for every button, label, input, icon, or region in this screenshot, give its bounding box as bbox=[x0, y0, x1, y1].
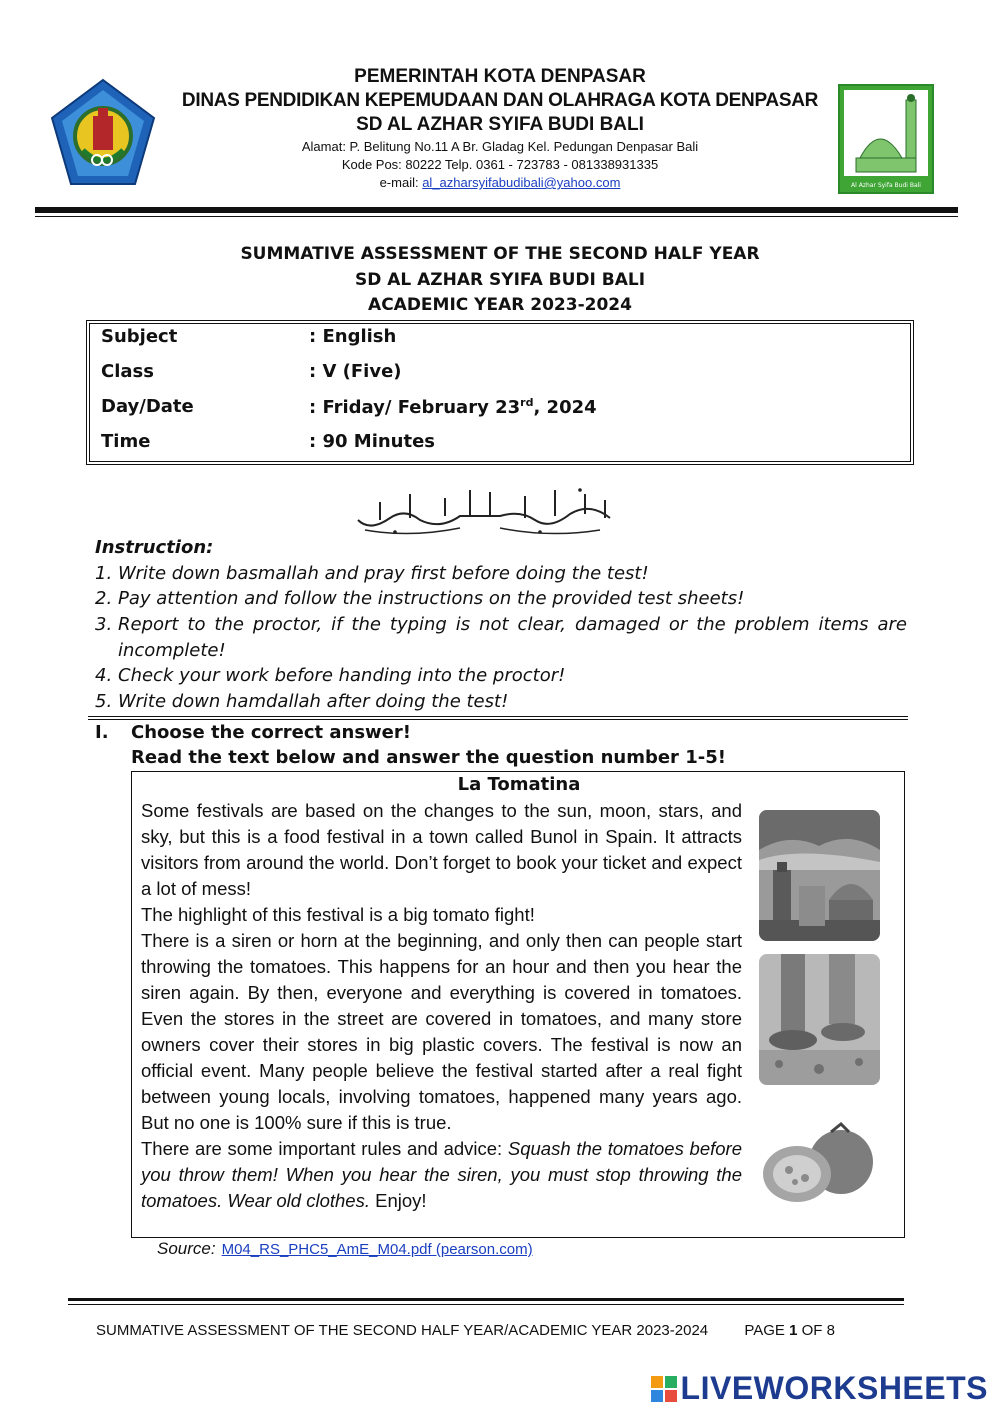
instruction-text: Write down basmallah and pray first before doing the test! bbox=[118, 563, 649, 584]
passage-paragraph-rules bbox=[141, 1136, 742, 1214]
passage-body bbox=[141, 798, 742, 1214]
reading-passage-box bbox=[131, 771, 905, 1238]
section-number: I. bbox=[95, 722, 109, 743]
instruction-item bbox=[95, 689, 907, 715]
instruction-number: 4. bbox=[95, 665, 113, 686]
school-title: SD AL AZHAR SYIFA BUDI BALI bbox=[354, 270, 646, 290]
source-line bbox=[157, 1239, 533, 1259]
passage-title: La Tomatina bbox=[457, 774, 581, 795]
info-label: Day/Date bbox=[101, 396, 194, 417]
section-rule bbox=[88, 716, 908, 717]
letterhead-school: SD AL AZHAR SYIFA BUDI BALI bbox=[356, 114, 644, 135]
tomatoes-photo bbox=[759, 1122, 880, 1207]
letterhead-address: Alamat: P. Belitung No.11 A Br. Gladag Kel. Pedungan Denpasar Bali bbox=[301, 139, 699, 154]
letterhead-department: DINAS PENDIDIKAN KEPEMUDAAN DAN OLAHRAGA KOTA DENPASAR bbox=[181, 90, 819, 111]
liveworksheets-text: LIVEWORKSHEETS bbox=[680, 1370, 988, 1406]
email-label: e-mail: bbox=[379, 175, 423, 190]
instruction-number: 3. bbox=[95, 614, 113, 635]
instruction-item bbox=[95, 561, 907, 587]
passage-paragraph: There is a siren or horn at the beginning, and only then can people start throwing the tomatoes. This happens for an hour and then you hear the siren again. By then, everyone and everything is covered in tomatoes. Even the stores in the street are covered in tomatoes, and many store owners cover their stores in big plastic covers. The festival is now an official event. Many people believe the festival started after a real fight between young locals, involving tomatoes, happened many years ago. But no one is 100% sure if this is true. bbox=[141, 930, 742, 1133]
info-value-date bbox=[309, 396, 597, 418]
footer-page-of: OF 8 bbox=[801, 1322, 835, 1339]
school-logo bbox=[838, 84, 934, 194]
date-year: , 2024 bbox=[533, 397, 597, 418]
exam-info-box bbox=[86, 320, 914, 465]
letterhead-rule-thick bbox=[35, 207, 958, 213]
passage-paragraph: Some festivals are based on the changes to the sun, moon, stars, and sky, but this is a food festival in a town called Bunol in Spain. It attracts visitors from around the world. Don’t forget to book your ticket and expect a lot of mess! bbox=[141, 800, 742, 899]
email-link[interactable]: al_azharsyifabudibali@yahoo.com bbox=[422, 175, 621, 190]
instruction-text: Pay attention and follow the instructions on the provided test sheets! bbox=[118, 588, 745, 609]
rules-italic: Squash the tomatoes before you throw them! When you hear the siren, you must stop throwing the tomatoes. Wear old clothes. bbox=[141, 1138, 742, 1211]
instruction-text: Check your work before handing into the proctor! bbox=[118, 665, 566, 686]
rules-end: Enjoy! bbox=[369, 1190, 427, 1211]
letterhead-government: PEMERINTAH KOTA DENPASAR bbox=[354, 66, 646, 87]
basmalah-calligraphy bbox=[350, 480, 625, 538]
liveworksheets-watermark[interactable] bbox=[651, 1370, 988, 1407]
liveworksheets-icon bbox=[651, 1376, 677, 1402]
rules-intro: There are some important rules and advice: bbox=[141, 1138, 508, 1159]
source-link[interactable]: M04_RS_PHC5_AmE_M04.pdf (pearson.com) bbox=[221, 1241, 533, 1258]
letterhead-email-line bbox=[180, 175, 820, 190]
date-text: : Friday/ February 23 bbox=[309, 397, 521, 418]
town-photo bbox=[759, 810, 880, 941]
school-logo-caption: Al Azhar Syifa Budi Bali bbox=[851, 182, 921, 189]
source-label: Source: bbox=[157, 1239, 216, 1258]
letterhead-rule-thin bbox=[35, 216, 958, 217]
info-value: : V (Five) bbox=[309, 361, 402, 382]
footer-rule-thin bbox=[68, 1304, 904, 1305]
academic-year-title: ACADEMIC YEAR 2023-2024 bbox=[368, 295, 632, 315]
instruction-number: 1. bbox=[95, 563, 113, 584]
instruction-item bbox=[95, 586, 907, 612]
instruction-text: Report to the proctor, if the typing is not clear, damaged or the problem items are incomplete! bbox=[118, 614, 907, 661]
footer-page-number: 1 bbox=[789, 1322, 798, 1339]
footer-page-label: PAGE bbox=[744, 1322, 785, 1339]
instruction-heading: Instruction: bbox=[95, 537, 214, 558]
info-label: Class bbox=[101, 361, 154, 382]
instruction-number: 5. bbox=[95, 691, 113, 712]
page-footer bbox=[96, 1322, 835, 1339]
section-title: Choose the correct answer! bbox=[131, 722, 411, 743]
letterhead-postal: Kode Pos: 80222 Telp. 0361 - 723783 - 081338931335 bbox=[341, 157, 659, 172]
instruction-number: 2. bbox=[95, 588, 113, 609]
date-suffix: rd bbox=[520, 396, 534, 409]
info-value: : 90 Minutes bbox=[309, 431, 436, 452]
passage-paragraph: The highlight of this festival is a big tomato fight! bbox=[141, 904, 535, 925]
instruction-text: Write down hamdallah after doing the test! bbox=[118, 691, 509, 712]
instruction-item bbox=[95, 612, 907, 664]
info-label: Subject bbox=[101, 326, 178, 347]
section-rule bbox=[88, 719, 908, 720]
instruction-item bbox=[95, 663, 907, 689]
info-value: : English bbox=[309, 326, 397, 347]
section-subtitle: Read the text below and answer the question number 1-5! bbox=[131, 747, 726, 768]
footer-text: SUMMATIVE ASSESSMENT OF THE SECOND HALF YEAR/ACADEMIC YEAR 2023-2024 bbox=[96, 1322, 709, 1339]
footer-rule-thick bbox=[68, 1298, 904, 1301]
city-emblem-logo bbox=[50, 78, 156, 188]
tomato-crowd-photo bbox=[759, 954, 880, 1085]
assessment-title: SUMMATIVE ASSESSMENT OF THE SECOND HALF YEAR bbox=[240, 244, 760, 264]
info-label: Time bbox=[101, 431, 151, 452]
